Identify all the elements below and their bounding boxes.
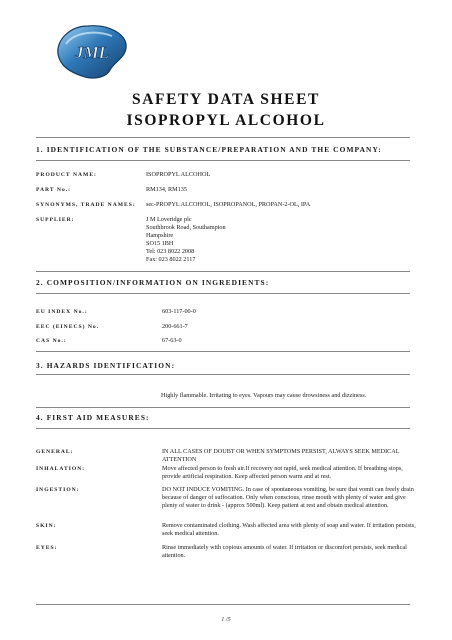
supplier-line: SO15 1BH bbox=[146, 239, 174, 247]
synonyms-value: sec-PROPYL ALCOHOL, ISOPROPANOL, PROPAN-2-OL, IPA bbox=[146, 201, 311, 208]
divider bbox=[36, 160, 410, 161]
product-title: ISOPROPYL ALCOHOL bbox=[126, 112, 326, 129]
divider bbox=[36, 428, 410, 429]
page-number: 1 /5 bbox=[221, 616, 231, 623]
eu-index-label: EU INDEX No.: bbox=[36, 309, 88, 315]
eyes-value: Rinse immediately with copious amounts of water. If irritation or discomfort persists, seek medical attention. bbox=[162, 544, 407, 559]
skin-value: Remove contaminated clothing. Wash affected area with plenty of soap and water. If irritation persists, seek medical attention. bbox=[162, 522, 416, 537]
ingestion-label: INGESTION: bbox=[36, 487, 80, 493]
supplier-line: Tel: 023 8022 2008 bbox=[146, 247, 195, 255]
hazard-statement: Highly flammable. Irritating to eyes. Vapours may cause drowsiness and dizziness. bbox=[161, 392, 367, 399]
product-name-value: ISOPROPYL ALCOHOL bbox=[146, 171, 211, 178]
part-no-value: RM134, RM135 bbox=[146, 186, 187, 193]
product-name-label: PRODUCT NAME: bbox=[36, 172, 97, 178]
divider bbox=[36, 407, 410, 408]
section-1-heading: 1. IDENTIFICATION OF THE SUBSTANCE/PREPARATION AND THE COMPANY: bbox=[36, 145, 382, 154]
eu-index-value: 603-117-00-0 bbox=[162, 308, 196, 315]
section-4-heading: 4. FIRST AID MEASURES: bbox=[36, 413, 150, 422]
divider bbox=[36, 351, 410, 352]
divider bbox=[36, 293, 410, 294]
eec-value: 200-661-7 bbox=[162, 323, 188, 330]
inhalation-label: INHALATION: bbox=[36, 466, 86, 472]
footer-divider bbox=[36, 604, 410, 605]
divider bbox=[36, 271, 410, 272]
supplier-line: Hampshire bbox=[146, 231, 174, 239]
skin-label: SKIN: bbox=[36, 523, 57, 529]
section-3-heading: 3. HAZARDS IDENTIFICATION: bbox=[36, 361, 176, 370]
supplier-line: J M Loveridge plc bbox=[146, 216, 192, 223]
supplier-line: Fax: 023 8022 2117 bbox=[146, 255, 196, 263]
document-title: SAFETY DATA SHEET bbox=[132, 91, 320, 108]
eec-label: EEC (EINECS) No. bbox=[36, 324, 100, 330]
supplier-line: Southbrook Road, Southampton bbox=[146, 223, 226, 231]
general-value: IN ALL CASES OF DOUBT OR WHEN SYMPTOMS PERSIST, ALWAYS SEEK MEDICAL ATTENTION bbox=[162, 448, 400, 463]
supplier-address bbox=[146, 216, 416, 263]
general-label: GENERAL: bbox=[36, 449, 74, 455]
part-no-label: PART No.: bbox=[36, 187, 72, 193]
svg-text:JML: JML bbox=[75, 43, 109, 62]
inhalation-value: Move affected person to fresh air.If recovery not rapid, seek medical attention. If breathing stops, provide artificial respiration. Keep affected person warm and at rest. bbox=[162, 465, 403, 480]
supplier-label: SUPPLIER: bbox=[36, 217, 75, 223]
company-logo bbox=[52, 20, 132, 82]
divider bbox=[36, 374, 410, 375]
cas-label: CAS No.: bbox=[36, 338, 67, 344]
divider bbox=[36, 137, 410, 138]
synonyms-label: SYNONYMS, TRADE NAMES: bbox=[36, 202, 136, 208]
section-2-heading: 2. COMPOSITION/INFORMATION ON INGREDIENTS: bbox=[36, 278, 270, 287]
eyes-label: EYES: bbox=[36, 545, 58, 551]
ingestion-value: DO NOT INDUCE VOMITING. In case of spontaneous vomiting, be sure that vomit can freely drain because of danger of suffocation. Only when conscious, rinse mouth with plenty of water and give plenty of water to drink - (approx 500ml). Keep patient at rest and obtain medical attention. bbox=[162, 486, 414, 509]
cas-value: 67-63-0 bbox=[162, 337, 182, 344]
